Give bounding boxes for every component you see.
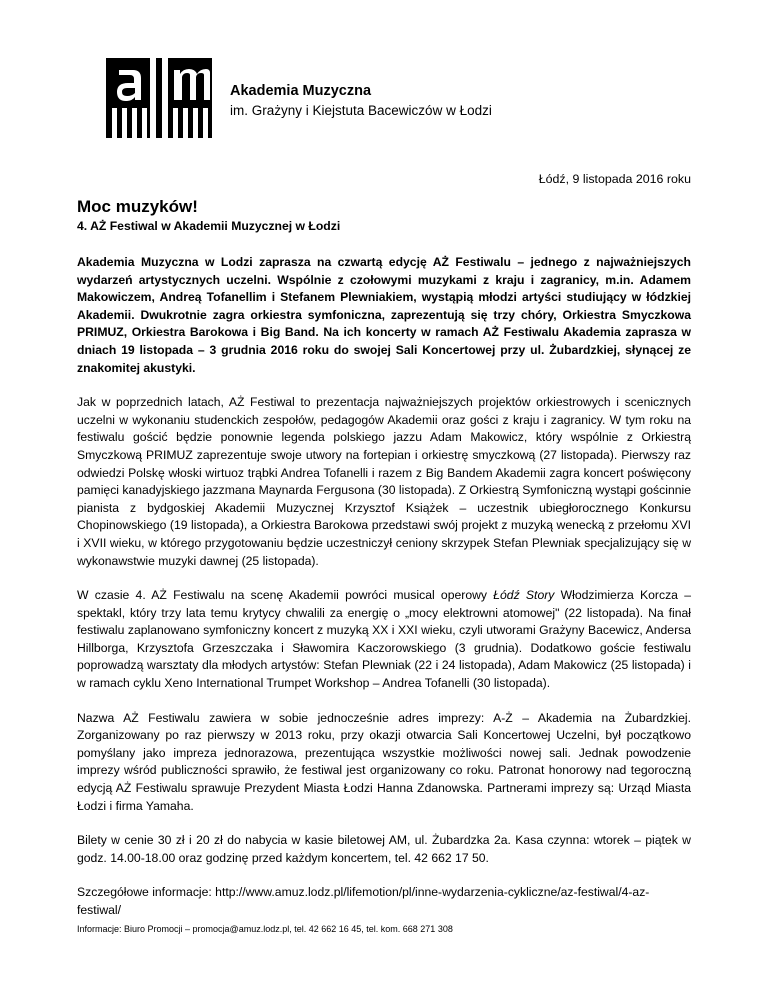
paragraph-2-text-start: W czasie 4. AŻ Festiwalu na scenę Akademii powróci musical operowy: [77, 588, 494, 603]
page-subtitle: 4. AŻ Festiwal w Akademii Muzycznej w Łodzi: [77, 219, 341, 233]
musical-title: Łódź Story: [493, 588, 555, 603]
paragraph-2: [77, 587, 691, 693]
lead-paragraph: Akademia Muzyczna w Lodzi zaprasza na czwartą edycję AŻ Festiwalu – jednego z najważniejszych wydarzeń artystycznych uczelni. Wspólnie z czołowymi muzykami z kraju i zagranicy, m.in. Adamem Makowiczem, Andreą Tofanellim i Stefanem Plewniakiem, wystąpią młodzi artyści studiujący w łódzkiej Akademii. Dwukrotnie zagra orkiestra symfoniczna, zaprezentują się trzy chóry, Orkiestra Smyczkowa PRIMUZ, Orkiestra Barokowa i Big Band. Na ich koncerty w ramach AŻ Festiwalu Akademia zaprasza w dniach 19 listopada – 3 grudnia 2016 roku do swojej Sali Koncertowej przy ul. Żubardzkiej, słynącej ze znakomitej akustyki.: [77, 255, 691, 375]
footer-contact: Informacje: Biuro Promocji – promocja@amuz.lodz.pl, tel. 42 662 16 45, tel. kom. 668 271 308: [77, 924, 453, 934]
institution-name: Akademia Muzyczna: [230, 83, 372, 99]
document-date: Łódź, 9 listopada 2016 roku: [538, 172, 691, 186]
academy-logo-mark: [106, 58, 212, 138]
paragraph-3: Nazwa AŻ Festiwalu zawiera w sobie jednocześnie adres imprezy: A-Ż – Akademia na Żubardzkiej. Zorganizowany po raz pierwszy w 2013 roku, przy okazji otwarcia Sali Koncertowej Uczelni, był początkowo pomyślany jako impreza jednorazowa, prezentująca wszystkie możliwości nowej sali. Jednak powodzenie imprezy wśród publiczności sprawiło, że festiwal jest organizowany co roku. Patronat honorowy nad tegoroczną edycją AŻ Festiwalu sprawuje Prezydent Miasta Łodzi Hanna Zdanowska. Partnerami imprezy są: Urząd Miasta Łodzi i firma Yamaha.: [77, 710, 691, 813]
institution-subtitle: im. Grażyny i Kiejstuta Bacewiczów w Łodzi: [230, 103, 492, 118]
paragraph-2-text-end: Włodzimierza Korcza – spektakl, który trzy lata temu krytycy chwalili za energię o „mocy elektrowni atomowej" (22 listopada). Na finał festiwalu zaplanowano symfoniczny koncert z muzyką XX i XXI wieku, czyli utworami Grażyny Bacewicz, Andersa Hillborga, Krzysztofa Grzeszczaka i Sławomira Kaczorowskiego (3 grudnia). Dodatkowo goście festiwalu poprowadzą warsztaty dla młodych artystów: Stefan Plewniak (22 i 24 listopada), Adam Makowicz (25 listopada) i w ramach cyklu Xeno International Trumpet Workshop – Andrea Tofanelli (30 listopada).: [77, 588, 691, 691]
paragraph-4: Bilety w cenie 30 zł i 20 zł do nabycia w kasie biletowej AM, ul. Żubardzka 2a. Kasa czynna: wtorek – piątek w godz. 14.00-18.00 oraz godzinę przed każdym koncertem, tel. 42 662 17 50.: [77, 833, 691, 865]
document-body: [77, 196, 691, 937]
page-title: Moc muzyków!: [77, 197, 198, 216]
paragraph-5: Szczegółowe informacje: http://www.amuz.lodz.pl/lifemotion/pl/inne-wydarzenia-cykliczne/az-festiwal/4-az-festiwal/: [77, 885, 650, 917]
institution-logo: [106, 58, 492, 138]
paragraph-1: Jak w poprzednich latach, AŻ Festiwal to prezentacja najważniejszych projektów orkiestrowych i scenicznych uczelni w wykonaniu studenckich zespołów, pedagogów Akademii oraz gości z kraju i zagranicy. W tym roku na festiwalu gościć będzie ponownie legenda polskiego jazzu Adam Makowicz, który wspólnie z Orkiestrą Smyczkową PRIMUZ zaprezentuje swoje utwory na fortepian i orkiestrę smyczkową (27 listopada). Pierwszy raz odwiedzi Polskę włoski wirtuoz trąbki Andrea Tofanelli i razem z Big Bandem Akademii zagra koncert poświęcony pamięci kanadyjskiego jazzmana Maynarda Fergusona (30 listopada). Z Orkiestrą Symfoniczną wystąpi gościnnie pianista z bydgoskiej Akademii Muzycznej Krzysztof Książek – uczestnik ubiegłorocznego Konkursu Chopinowskiego (19 listopada), a Orkiestra Barokowa przedstawi swój projekt z muzyką wenecką z przełomu XVI i XVII wieku, w którego przygotowaniu będzie uczestniczył ceniony skrzypek Stefan Plewniak specjalizujący się w wykonawstwie muzyki dawnej (25 listopada).: [77, 395, 691, 568]
